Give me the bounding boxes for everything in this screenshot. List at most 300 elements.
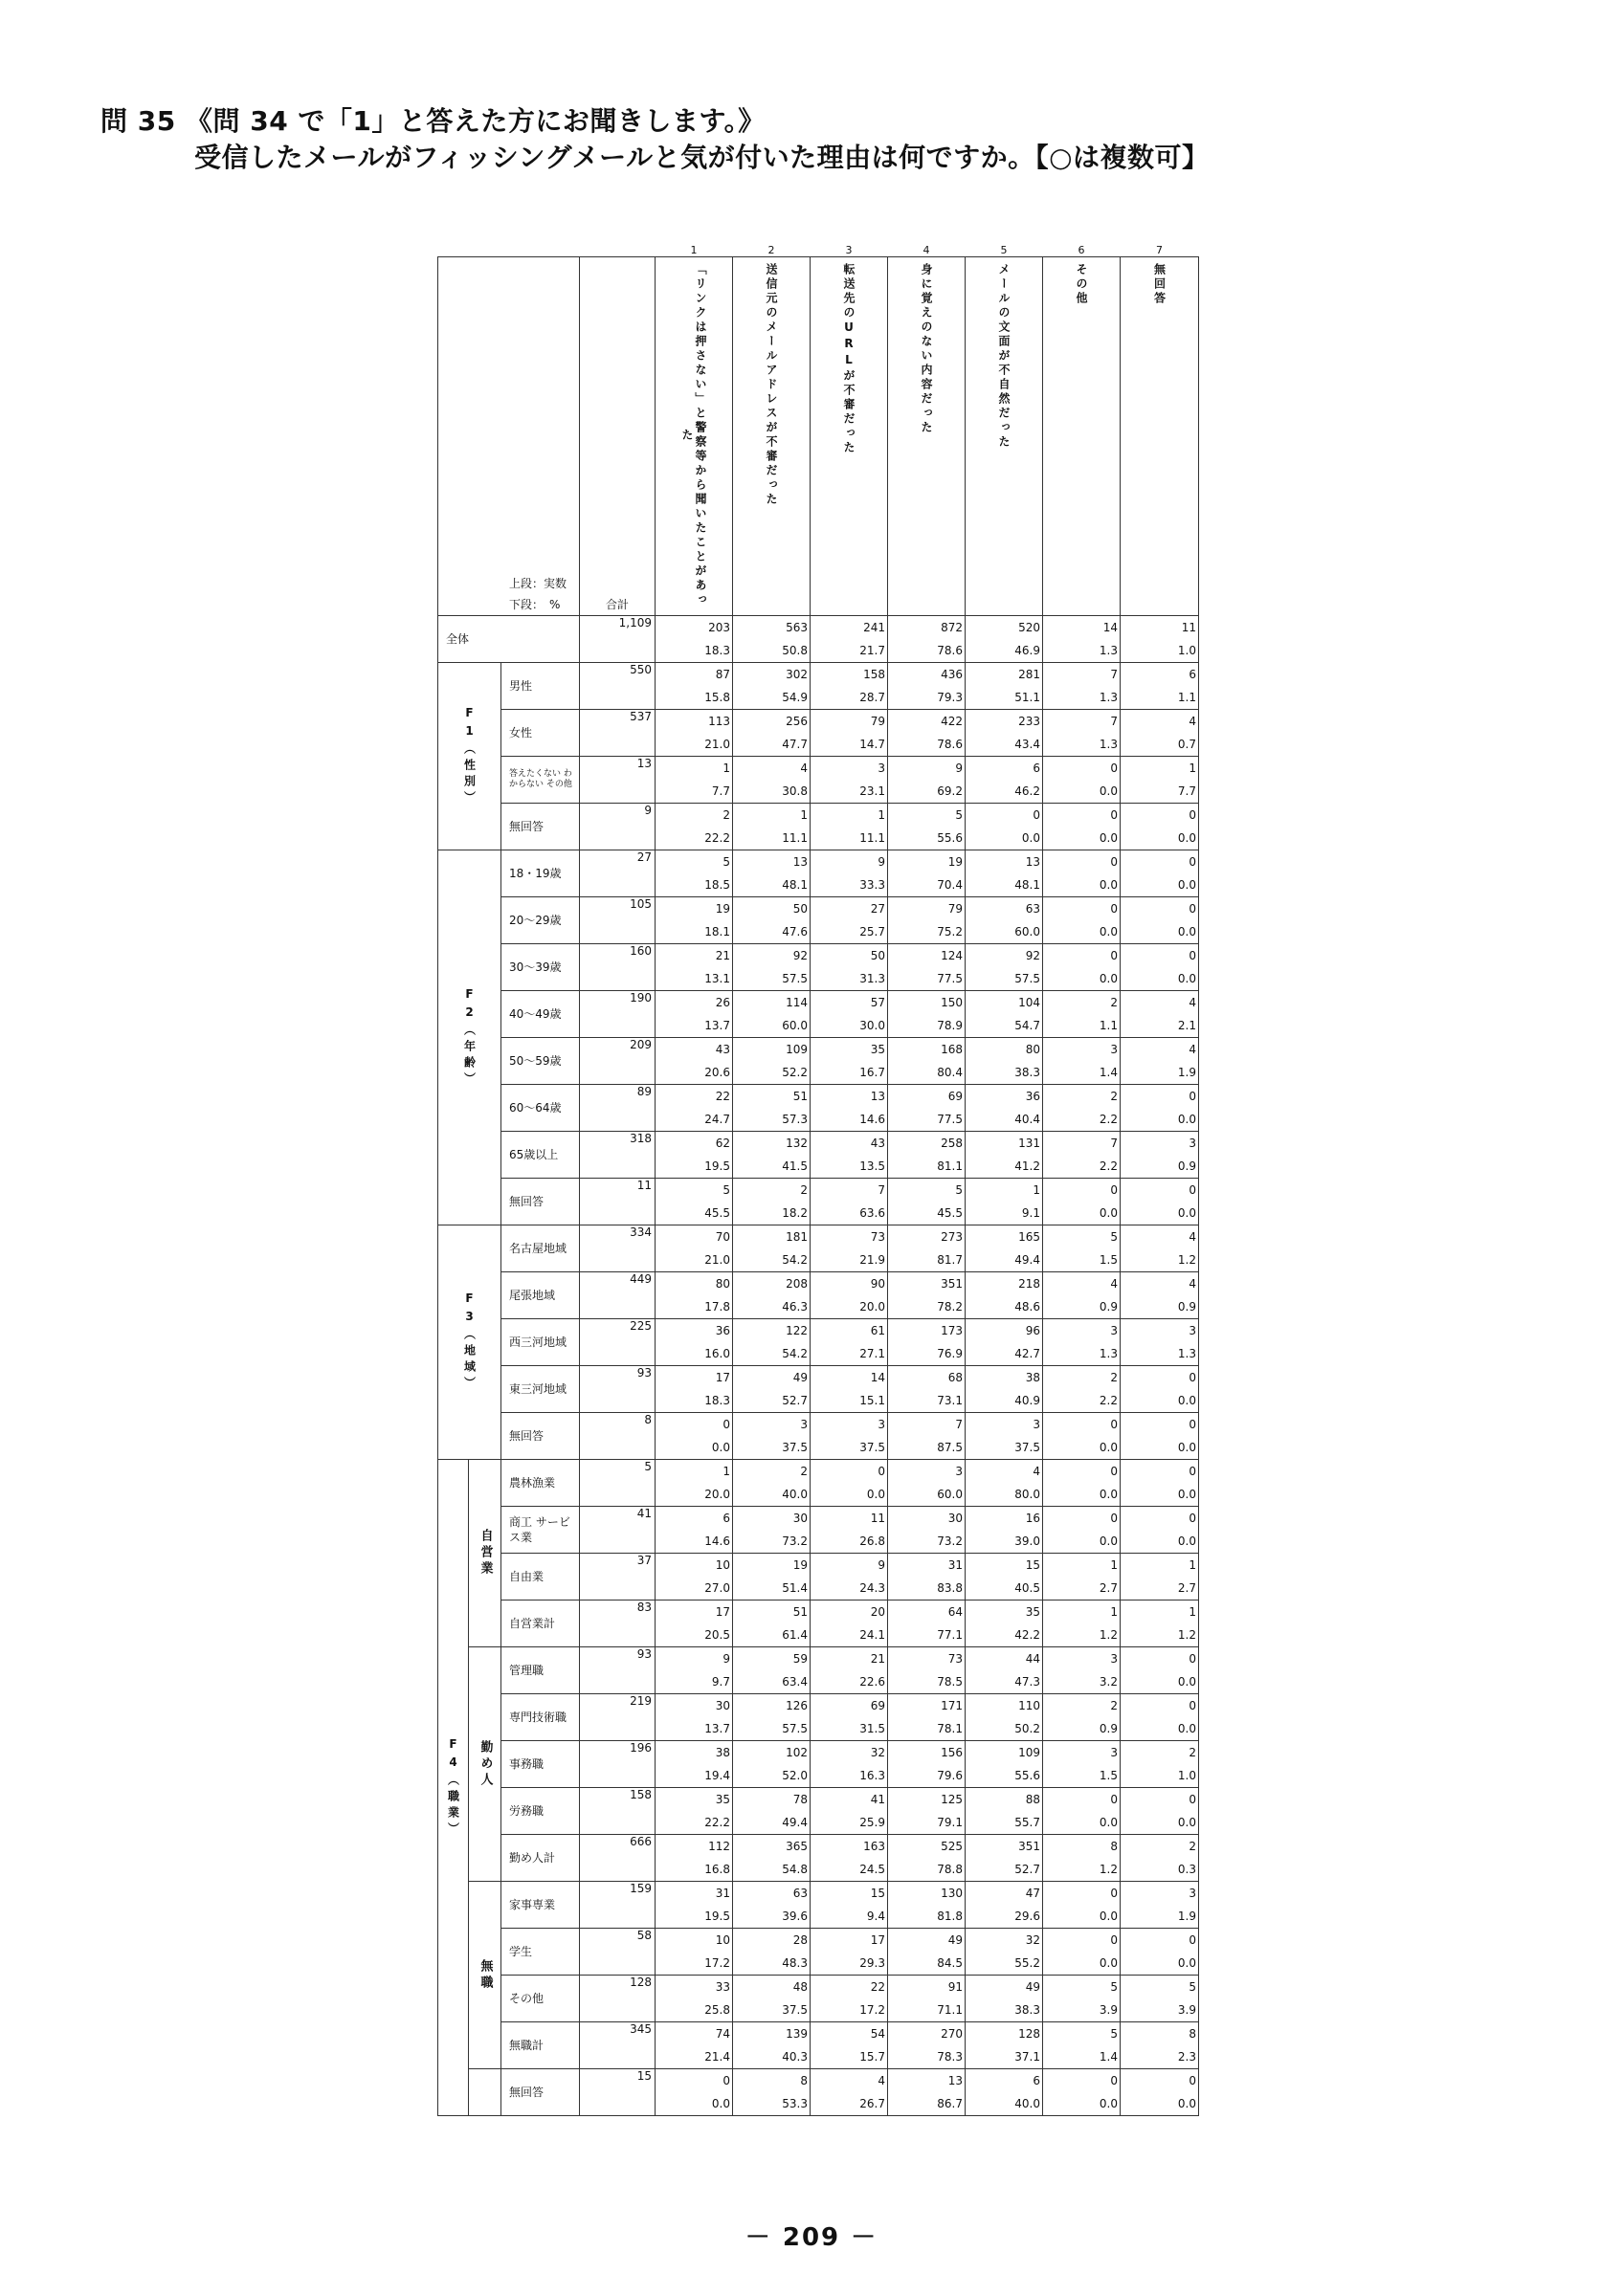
count-cell: 158 (811, 663, 888, 687)
count-cell: 128 (966, 2022, 1043, 2046)
percent-cell: 23.1 (811, 780, 888, 804)
percent-cell: 55.6 (966, 1764, 1043, 1788)
count-cell: 32 (966, 1929, 1043, 1953)
row-total: 158 (580, 1788, 656, 1835)
count-cell: 0 (966, 804, 1043, 828)
count-cell: 0 (1043, 1882, 1121, 1906)
count-cell: 2 (656, 804, 733, 828)
count-cell: 4 (1121, 991, 1199, 1015)
percent-cell: 1.9 (1121, 1905, 1199, 1929)
percent-cell: 1.3 (1043, 686, 1121, 710)
percent-cell: 60.0 (888, 1483, 966, 1507)
table-row (438, 1179, 1199, 1203)
count-cell: 22 (811, 1976, 888, 1999)
count-cell: 0 (1043, 2069, 1121, 2093)
count-cell: 9 (656, 1647, 733, 1671)
percent-cell: 21.9 (811, 1248, 888, 1272)
percent-cell: 20.6 (656, 1061, 733, 1085)
count-cell: 92 (733, 944, 811, 968)
count-cell: 4 (966, 1460, 1043, 1484)
table-row (438, 1694, 1199, 1718)
table-row (438, 897, 1199, 921)
row-total: 1,109 (580, 616, 656, 663)
percent-cell: 38.3 (966, 1061, 1043, 1085)
count-cell: 20 (811, 1601, 888, 1624)
count-cell: 43 (656, 1038, 733, 1062)
count-cell: 57 (811, 991, 888, 1015)
count-cell: 203 (656, 616, 733, 640)
count-cell: 5 (888, 804, 966, 828)
percent-cell: 51.1 (966, 686, 1043, 710)
count-cell: 11 (1121, 616, 1199, 640)
count-cell: 51 (733, 1601, 811, 1624)
percent-cell: 38.3 (966, 1998, 1043, 2022)
count-cell: 0 (1043, 1788, 1121, 1812)
percent-cell: 78.5 (888, 1670, 966, 1694)
percent-cell: 22.2 (656, 827, 733, 850)
percent-cell: 15.1 (811, 1389, 888, 1413)
table-row (438, 1929, 1199, 1953)
count-cell: 13 (811, 1085, 888, 1109)
percent-cell: 21.0 (656, 1248, 733, 1272)
count-cell: 0 (1121, 1507, 1199, 1531)
percent-cell: 57.3 (733, 1108, 811, 1132)
table-row (438, 757, 1199, 781)
percent-cell: 30.0 (811, 1014, 888, 1038)
count-cell: 0 (1043, 757, 1121, 781)
percent-cell: 0.0 (1121, 1202, 1199, 1225)
group-label (438, 1225, 501, 1460)
percent-cell: 37.5 (733, 1436, 811, 1460)
percent-cell: 50.2 (966, 1717, 1043, 1741)
row-total: 27 (580, 850, 656, 897)
count-cell: 114 (733, 991, 811, 1015)
count-cell: 130 (888, 1882, 966, 1906)
count-cell: 132 (733, 1132, 811, 1156)
row-total: 196 (580, 1741, 656, 1788)
count-cell: 21 (811, 1647, 888, 1671)
percent-cell: 0.0 (1043, 1530, 1121, 1554)
percent-cell: 19.5 (656, 1905, 733, 1929)
count-cell: 3 (966, 1413, 1043, 1437)
column-number: 2 (767, 244, 775, 256)
row-label: 農林漁業 (501, 1460, 580, 1507)
count-cell: 10 (656, 1554, 733, 1578)
count-cell: 80 (656, 1272, 733, 1296)
percent-cell: 1.2 (1121, 1623, 1199, 1647)
percent-cell: 33.3 (811, 873, 888, 897)
count-cell: 258 (888, 1132, 966, 1156)
count-cell: 351 (966, 1835, 1043, 1859)
row-total: 9 (580, 804, 656, 850)
count-cell: 6 (966, 2069, 1043, 2093)
percent-cell: 37.1 (966, 2045, 1043, 2069)
percent-cell: 3.2 (1043, 1670, 1121, 1694)
count-cell: 131 (966, 1132, 1043, 1156)
percent-cell: 13.7 (656, 1014, 733, 1038)
percent-cell: 0.0 (1121, 920, 1199, 944)
percent-cell: 40.3 (733, 2045, 811, 2069)
percent-cell: 1.0 (1121, 639, 1199, 663)
percent-cell: 54.8 (733, 1858, 811, 1882)
percent-cell: 0.0 (1043, 1202, 1121, 1225)
table-row (438, 710, 1199, 734)
row-total: 93 (580, 1647, 656, 1694)
percent-cell: 17.2 (811, 1998, 888, 2022)
count-cell: 80 (966, 1038, 1043, 1062)
row-total: 345 (580, 2022, 656, 2069)
count-cell: 109 (733, 1038, 811, 1062)
count-cell: 0 (656, 2069, 733, 2093)
percent-cell: 48.1 (733, 873, 811, 897)
count-cell: 9 (811, 850, 888, 874)
percent-cell: 31.3 (811, 967, 888, 991)
percent-cell: 22.2 (656, 1811, 733, 1835)
count-cell: 16 (966, 1507, 1043, 1531)
table-row (438, 1038, 1199, 1062)
count-cell: 48 (733, 1976, 811, 1999)
percent-cell: 77.1 (888, 1623, 966, 1647)
count-cell: 302 (733, 663, 811, 687)
percent-cell: 46.9 (966, 639, 1043, 663)
table-row (438, 1085, 1199, 1109)
row-total: 13 (580, 757, 656, 804)
percent-cell: 0.0 (656, 2092, 733, 2116)
count-cell: 1 (966, 1179, 1043, 1203)
percent-cell: 42.2 (966, 1623, 1043, 1647)
percent-cell: 9.7 (656, 1670, 733, 1694)
percent-cell: 0.0 (1043, 1952, 1121, 1976)
percent-cell: 81.7 (888, 1248, 966, 1272)
count-cell: 36 (966, 1085, 1043, 1109)
group-label (438, 850, 501, 1225)
percent-cell: 0.3 (1121, 1858, 1199, 1882)
count-cell: 3 (1043, 1647, 1121, 1671)
row-label: 商工 サービス業 (501, 1507, 580, 1554)
percent-cell: 1.5 (1043, 1248, 1121, 1272)
count-cell: 5 (656, 1179, 733, 1203)
percent-cell: 18.3 (656, 1389, 733, 1413)
percent-cell: 16.8 (656, 1858, 733, 1882)
percent-cell: 2.2 (1043, 1108, 1121, 1132)
count-cell: 156 (888, 1741, 966, 1765)
page-title (100, 103, 1210, 176)
legend-bottom: 下段： % (509, 598, 561, 611)
percent-cell: 0.0 (1121, 967, 1199, 991)
count-cell: 73 (811, 1225, 888, 1249)
column-header-text: 「リンクは押さない」と警察等から聞いたことがあった (680, 263, 707, 607)
count-cell: 3 (1121, 1319, 1199, 1343)
count-cell: 3 (811, 1413, 888, 1437)
percent-cell: 46.3 (733, 1295, 811, 1319)
count-cell: 1 (811, 804, 888, 828)
row-label: 無職計 (501, 2022, 580, 2069)
count-cell: 1 (733, 804, 811, 828)
count-cell: 173 (888, 1319, 966, 1343)
percent-cell: 1.0 (1121, 1764, 1199, 1788)
row-total: 83 (580, 1601, 656, 1647)
percent-cell: 48.1 (966, 873, 1043, 897)
count-cell: 0 (1121, 1694, 1199, 1718)
table-row (438, 1788, 1199, 1812)
count-cell: 17 (656, 1366, 733, 1390)
row-label: 無回答 (501, 804, 580, 850)
count-cell: 3 (1043, 1038, 1121, 1062)
legend-top: 上段：実数 (509, 577, 567, 590)
count-cell: 0 (1043, 1460, 1121, 1484)
count-cell: 1 (656, 1460, 733, 1484)
count-cell: 43 (811, 1132, 888, 1156)
count-cell: 2 (1121, 1741, 1199, 1765)
subgroup-label (469, 1647, 501, 1882)
percent-cell: 0.0 (1121, 1483, 1199, 1507)
row-label: 学生 (501, 1929, 580, 1976)
count-cell: 19 (888, 850, 966, 874)
count-cell: 6 (966, 757, 1043, 781)
percent-cell: 0.0 (1121, 873, 1199, 897)
percent-cell: 63.4 (733, 1670, 811, 1694)
count-cell: 8 (733, 2069, 811, 2093)
percent-cell: 2.2 (1043, 1155, 1121, 1179)
count-cell: 0 (1121, 944, 1199, 968)
percent-cell: 46.2 (966, 780, 1043, 804)
percent-cell: 73.2 (733, 1530, 811, 1554)
percent-cell: 31.5 (811, 1717, 888, 1741)
percent-cell: 79.3 (888, 686, 966, 710)
count-cell: 124 (888, 944, 966, 968)
percent-cell: 2.7 (1043, 1577, 1121, 1601)
percent-cell: 1.9 (1121, 1061, 1199, 1085)
group-label-text: F4（職業） (446, 1736, 460, 1839)
count-cell: 5 (888, 1179, 966, 1203)
row-total: 93 (580, 1366, 656, 1413)
count-cell: 69 (888, 1085, 966, 1109)
count-cell: 2 (1121, 1835, 1199, 1859)
subgroup-label (469, 2069, 501, 2116)
percent-cell: 1.1 (1043, 1014, 1121, 1038)
percent-cell: 28.7 (811, 686, 888, 710)
count-cell: 51 (733, 1085, 811, 1109)
row-label: 事務職 (501, 1741, 580, 1788)
count-cell: 0 (1043, 1507, 1121, 1531)
table-row (438, 2069, 1199, 2093)
count-cell: 181 (733, 1225, 811, 1249)
count-cell: 50 (733, 897, 811, 921)
row-total: 219 (580, 1694, 656, 1741)
percent-cell: 0.0 (1121, 1811, 1199, 1835)
percent-cell: 0.0 (1121, 827, 1199, 850)
count-cell: 8 (1121, 2022, 1199, 2046)
percent-cell: 54.2 (733, 1248, 811, 1272)
count-cell: 30 (733, 1507, 811, 1531)
count-cell: 218 (966, 1272, 1043, 1296)
count-cell: 9 (888, 757, 966, 781)
row-label: 40～49歳 (501, 991, 580, 1038)
column-header (733, 257, 811, 616)
count-cell: 2 (733, 1460, 811, 1484)
row-label: 勤め人計 (501, 1835, 580, 1882)
header-row (438, 257, 1199, 616)
count-cell: 59 (733, 1647, 811, 1671)
count-cell: 281 (966, 663, 1043, 687)
count-cell: 563 (733, 616, 811, 640)
percent-cell: 49.4 (966, 1248, 1043, 1272)
count-cell: 4 (1121, 1225, 1199, 1249)
percent-cell: 29.3 (811, 1952, 888, 1976)
column-number: 7 (1156, 244, 1163, 256)
table-row (438, 663, 1199, 687)
count-cell: 0 (1121, 897, 1199, 921)
percent-cell: 54.7 (966, 1014, 1043, 1038)
count-cell: 7 (1043, 1132, 1121, 1156)
percent-cell: 57.5 (733, 1717, 811, 1741)
row-label: 無回答 (501, 1179, 580, 1225)
percent-cell: 11.1 (811, 827, 888, 850)
percent-cell: 37.5 (811, 1436, 888, 1460)
percent-cell: 20.5 (656, 1623, 733, 1647)
percent-cell: 81.1 (888, 1155, 966, 1179)
count-cell: 49 (966, 1976, 1043, 1999)
count-cell: 122 (733, 1319, 811, 1343)
percent-cell: 1.2 (1043, 1623, 1121, 1647)
percent-cell: 1.4 (1043, 1061, 1121, 1085)
row-total: 334 (580, 1225, 656, 1272)
count-cell: 0 (1121, 2069, 1199, 2093)
percent-cell: 14.7 (811, 733, 888, 757)
percent-cell: 52.7 (733, 1389, 811, 1413)
count-cell: 110 (966, 1694, 1043, 1718)
percent-cell: 25.8 (656, 1998, 733, 2022)
percent-cell: 18.2 (733, 1202, 811, 1225)
count-cell: 171 (888, 1694, 966, 1718)
table-row (438, 1554, 1199, 1578)
row-label: 無回答 (501, 2069, 580, 2116)
row-label: 尾張地域 (501, 1272, 580, 1319)
percent-cell: 25.7 (811, 920, 888, 944)
percent-cell: 21.7 (811, 639, 888, 663)
count-cell: 0 (1121, 1366, 1199, 1390)
column-header-text: 無回答 (1152, 263, 1167, 306)
percent-cell: 0.0 (1121, 1389, 1199, 1413)
percent-cell: 29.6 (966, 1905, 1043, 1929)
count-cell: 2 (1043, 1694, 1121, 1718)
count-cell: 0 (1121, 1929, 1199, 1953)
percent-cell: 24.5 (811, 1858, 888, 1882)
table-row (438, 1413, 1199, 1437)
percent-cell: 24.1 (811, 1623, 888, 1647)
percent-cell: 40.0 (733, 1483, 811, 1507)
count-cell: 3 (1121, 1132, 1199, 1156)
percent-cell: 15.8 (656, 686, 733, 710)
row-label: 自営業計 (501, 1601, 580, 1647)
percent-cell: 76.9 (888, 1342, 966, 1366)
percent-cell: 60.0 (966, 920, 1043, 944)
count-cell: 73 (888, 1647, 966, 1671)
percent-cell: 48.3 (733, 1952, 811, 1976)
percent-cell: 40.9 (966, 1389, 1043, 1413)
row-label: 女性 (501, 710, 580, 757)
column-header (1043, 257, 1121, 616)
percent-cell: 17.2 (656, 1952, 733, 1976)
table-row (438, 1976, 1199, 1999)
percent-cell: 86.7 (888, 2092, 966, 2116)
row-label: 20～29歳 (501, 897, 580, 944)
group-label (438, 663, 501, 850)
count-cell: 13 (966, 850, 1043, 874)
percent-cell: 24.3 (811, 1577, 888, 1601)
percent-cell: 0.0 (1043, 1483, 1121, 1507)
count-cell: 0 (1043, 944, 1121, 968)
row-label: 65歳以上 (501, 1132, 580, 1179)
percent-cell: 2.3 (1121, 2045, 1199, 2069)
count-cell: 520 (966, 616, 1043, 640)
count-cell: 422 (888, 710, 966, 734)
count-cell: 0 (1043, 1413, 1121, 1437)
table-row (438, 944, 1199, 968)
percent-cell: 78.9 (888, 1014, 966, 1038)
group-label-text: F3（地域） (462, 1292, 477, 1393)
percent-cell: 1.5 (1043, 1764, 1121, 1788)
row-label: 労務職 (501, 1788, 580, 1835)
count-cell: 9 (811, 1554, 888, 1578)
percent-cell: 42.7 (966, 1342, 1043, 1366)
count-cell: 5 (1043, 2022, 1121, 2046)
percent-cell: 55.6 (888, 827, 966, 850)
table-row (438, 1272, 1199, 1296)
percent-cell: 0.0 (1043, 2092, 1121, 2116)
percent-cell: 48.6 (966, 1295, 1043, 1319)
count-cell: 139 (733, 2022, 811, 2046)
table-row (438, 1319, 1199, 1343)
table-row (438, 991, 1199, 1015)
count-cell: 126 (733, 1694, 811, 1718)
percent-cell: 1.1 (1121, 686, 1199, 710)
count-cell: 3 (1043, 1741, 1121, 1765)
table-row (438, 1366, 1199, 1390)
percent-cell: 0.0 (1043, 1811, 1121, 1835)
count-cell: 365 (733, 1835, 811, 1859)
percent-cell: 16.0 (656, 1342, 733, 1366)
column-number-row (438, 239, 1199, 257)
count-cell: 0 (656, 1413, 733, 1437)
percent-cell: 60.0 (733, 1014, 811, 1038)
percent-cell: 50.8 (733, 639, 811, 663)
count-cell: 1 (1121, 757, 1199, 781)
count-cell: 4 (733, 757, 811, 781)
table-row (438, 1601, 1199, 1624)
percent-cell: 16.7 (811, 1061, 888, 1085)
count-cell: 27 (811, 897, 888, 921)
count-cell: 1 (656, 757, 733, 781)
count-cell: 88 (966, 1788, 1043, 1812)
count-cell: 19 (733, 1554, 811, 1578)
column-number: 5 (1000, 244, 1008, 256)
percent-cell: 0.0 (1121, 1436, 1199, 1460)
count-cell: 436 (888, 663, 966, 687)
row-total: 160 (580, 944, 656, 991)
row-label: 家事専業 (501, 1882, 580, 1929)
count-cell: 63 (733, 1882, 811, 1906)
percent-cell: 21.4 (656, 2045, 733, 2069)
percent-cell: 47.7 (733, 733, 811, 757)
count-cell: 26 (656, 991, 733, 1015)
table-row (438, 1741, 1199, 1765)
count-cell: 78 (733, 1788, 811, 1812)
count-cell: 7 (888, 1413, 966, 1437)
percent-cell: 9.1 (966, 1202, 1043, 1225)
count-cell: 61 (811, 1319, 888, 1343)
percent-cell: 0.0 (1043, 780, 1121, 804)
